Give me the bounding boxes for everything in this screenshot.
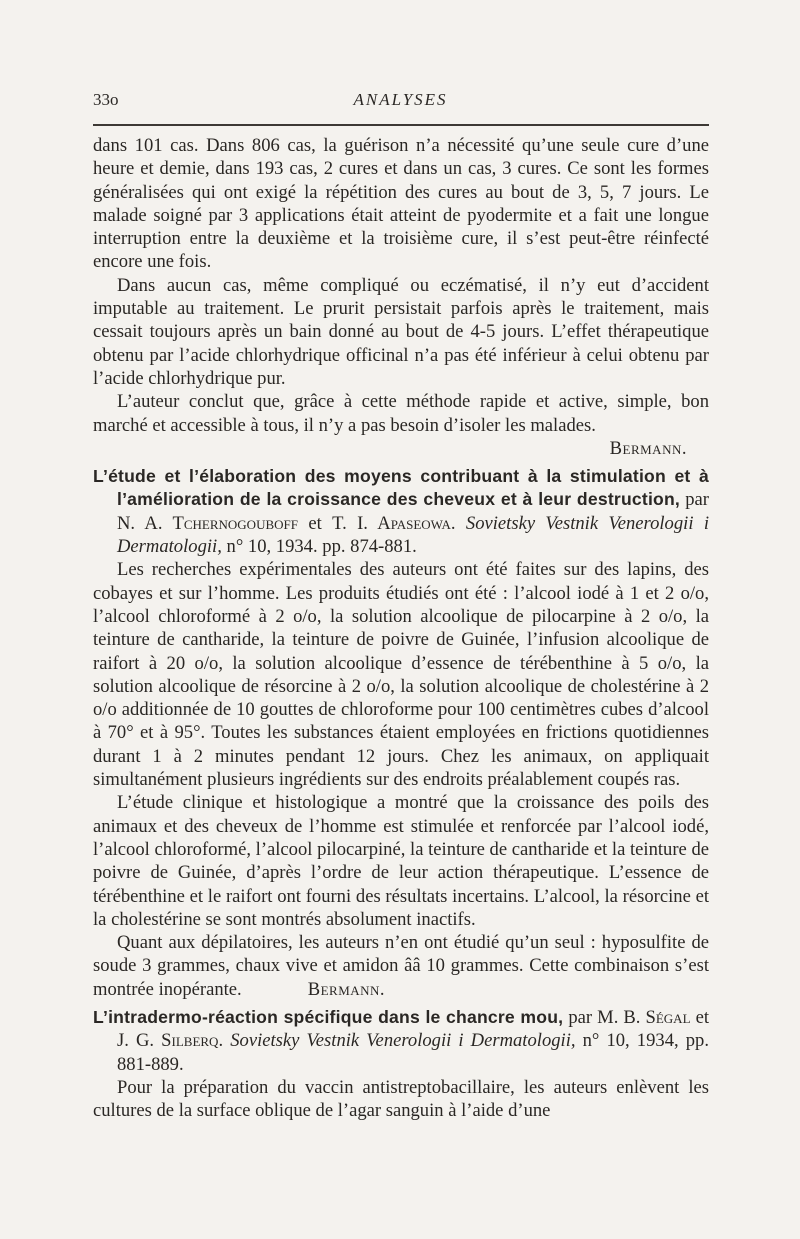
- article-title: L’étude et l’élaboration des moyens contribuant à la stimulation et à l’amélioration de la croissance des cheveux et à leur destruction,: [93, 466, 709, 510]
- journal-name: Sovietsky Vestnik Venerologii i Dermatologii,: [117, 512, 709, 558]
- journal-name: Sovietsky Vestnik Venerologii i Dermatologii,: [230, 1030, 576, 1052]
- author-names: M. B. Ségal: [597, 1006, 691, 1028]
- article-heading-chancre: [93, 1006, 709, 1076]
- author-names: T. I. Apaseowa.: [332, 512, 456, 534]
- issue-info: n° 10, 1934, pp. 881-889.: [117, 1030, 709, 1075]
- by-word: par: [568, 1006, 593, 1028]
- paragraph-accidents: Dans aucun cas, même compliqué ou eczématisé, il n’y eut d’accident imputable au traitement. Le prurit persistait parfois après le traitement, mais cessait toujours après un bain donné au bout de 4-5 jours. L’effet thérapeutique obtenu par l’acide chlorhydrique officinal n’a pas été inférieur à celui obtenu par l’acide chlorhydrique pur.: [93, 274, 709, 389]
- paragraph-continuation: dans 101 cas. Dans 806 cas, la guérison n’a nécessité qu’une seule cure d’une heure et demie, dans 193 cas, 2 cures et dans un cas, 3 cures. Ce sont les formes généralisées qui ont exigé la répétition des cures au bout de 3, 5, 7 jours. Le malade soigné par 3 applications était atteint de pyodermite et a fait une longue interruption entre la deuxième et la troisième cure, il s’est peut-être réinfecté encore une fois.: [93, 135, 709, 273]
- paragraph-conclusion: L’auteur conclut que, grâce à cette méthode rapide et active, simple, bon marché et accessible à tous, il n’y a pas besoin d’isoler les malades.: [93, 391, 709, 436]
- header-rule: [93, 124, 709, 126]
- article-heading-hair-growth: [93, 465, 709, 558]
- paragraph-research: Les recherches expérimentales des auteurs ont été faites sur des lapins, des cobayes et sur l’homme. Les produits étudiés ont été : l’alcool iodé à 1 et 2 o/o, l’alcool chloroformé à 2 o/o, la solution alcoolique de pilocarpine à 2 o/o, la teinture de cantharide, la teinture de poivre de Guinée, l’infusion alcoolique de raifort à 20 o/o, la solution alcoolique d’essence de térébenthine à 5 o/o, la solution alcoolique de résorcine à 2 o/o, la solution alcoolique de cholestérine à 2 o/o additionnée de 10 gouttes de chloroforme pour 100 centimètres cubes d’alcool à 70° et à 95°. Toutes les substances étaient employées en frictions quotidiennes durant 1 à 2 minutes pendant 12 jours. Chez les animaux, on appliquait simultanément plusieurs ingrédients sur des endroits préalablement coupés ras.: [93, 559, 709, 791]
- and-word: et: [695, 1006, 710, 1028]
- paragraph-vaccine: Pour la préparation du vaccin antistreptobacillaire, les auteurs enlèvent les cultures de la surface oblique de l’agar sanguin à l’aide d’une: [93, 1076, 709, 1122]
- by-word: par: [685, 489, 709, 511]
- paragraph-clinical-study: L’étude clinique et histologique a montré que la croissance des poils des animaux et des cheveux de l’homme est stimulée et renforcée par l’alcool iodé, l’alcool chloroformé, l’alcool pilocarpiné, la teinture de cantharide et la teinture de poivre de Guinée, d’après l’ordre de leur action thérapeutique. L’essence de térébenthine et le raifort ont fourni des résultats incertains. L’alcool, la résorcine et la cholestérine se sont montrés absolument inactifs.: [93, 792, 709, 930]
- issue-info: n° 10, 1934. pp. 874-881.: [226, 536, 417, 558]
- body-text: [93, 134, 709, 1122]
- author-names: J. G. Silberq.: [117, 1030, 224, 1052]
- author-names: N. A. Tchernogouboff: [117, 512, 298, 534]
- paragraph-depilatories-text: Quant aux dépilatoires, les auteurs n’en ont étudié qu’un seul : hyposulfite de soude 3 grammes, chaux vive et amidon ââ 10 grammes. Cette combinaison s’est montrée inopérante.: [93, 932, 709, 1000]
- and-word: et: [308, 512, 322, 534]
- article-title: L’intradermo-réaction spécifique dans le chancre mou,: [93, 1006, 564, 1027]
- paragraph-depilatories: [93, 931, 709, 1001]
- signature-bermann-1: Bermann.: [609, 437, 687, 459]
- signature-bermann-2: Bermann.: [307, 978, 386, 1000]
- page-number: 33o: [93, 90, 119, 109]
- page-header: [93, 90, 708, 114]
- running-head: ANALYSES: [353, 90, 448, 109]
